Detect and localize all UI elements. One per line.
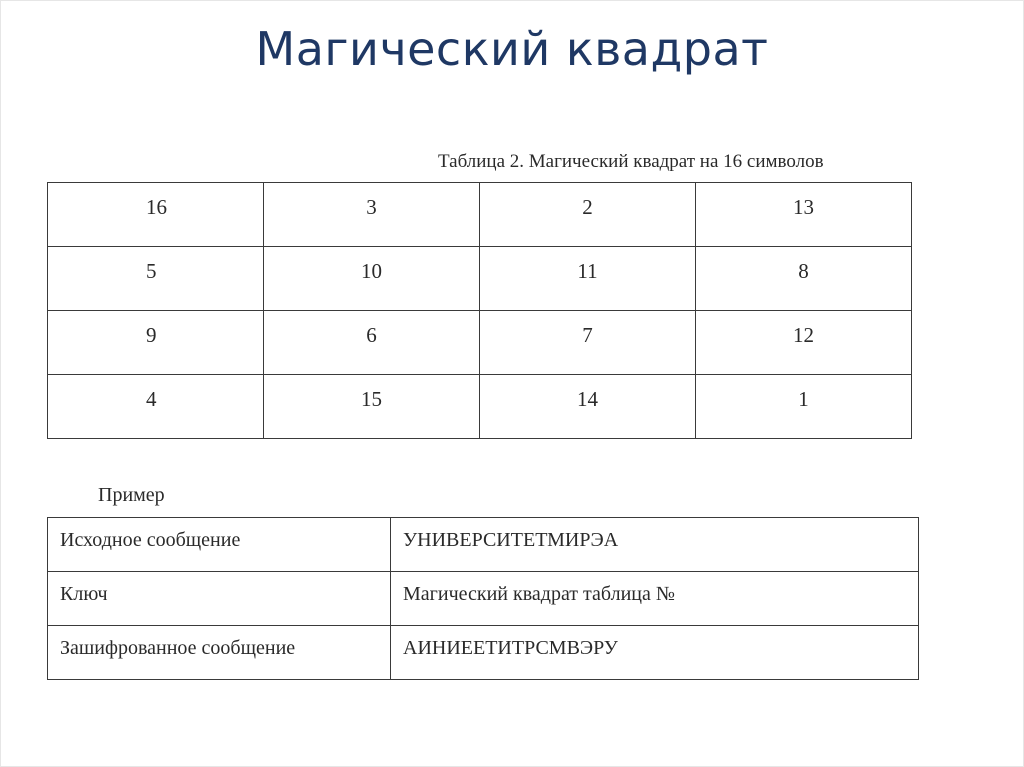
table-row bbox=[48, 518, 919, 572]
table-cell: 6 bbox=[264, 311, 480, 375]
magic-square-table bbox=[47, 182, 912, 439]
encrypted-message-value: АИНИЕЕТИТРСМВЭРУ bbox=[391, 626, 919, 680]
encrypted-message-label: Зашифрованное сообщение bbox=[48, 626, 391, 680]
table-cell: 12 bbox=[696, 311, 912, 375]
table-cell: 13 bbox=[696, 183, 912, 247]
table-cell: 5 bbox=[48, 247, 264, 311]
table-row bbox=[48, 572, 919, 626]
key-value: Магический квадрат таблица № bbox=[391, 572, 919, 626]
source-message-value: УНИВЕРСИТЕТМИРЭА bbox=[391, 518, 919, 572]
slide-title: Магический квадрат bbox=[255, 22, 769, 76]
table-cell: 4 bbox=[48, 375, 264, 439]
table-cell: 10 bbox=[264, 247, 480, 311]
table-row bbox=[48, 626, 919, 680]
table-row bbox=[48, 375, 912, 439]
table-row bbox=[48, 247, 912, 311]
example-table bbox=[47, 517, 919, 680]
table-cell: 2 bbox=[480, 183, 696, 247]
table-cell: 9 bbox=[48, 311, 264, 375]
table-cell: 1 bbox=[696, 375, 912, 439]
table-cell: 16 bbox=[48, 183, 264, 247]
table-caption: Таблица 2. Магический квадрат на 16 символов bbox=[438, 151, 824, 172]
table-cell: 8 bbox=[696, 247, 912, 311]
table-cell: 14 bbox=[480, 375, 696, 439]
table-cell: 3 bbox=[264, 183, 480, 247]
key-label: Ключ bbox=[48, 572, 391, 626]
table-row bbox=[48, 183, 912, 247]
table-row bbox=[48, 311, 912, 375]
table-cell: 11 bbox=[480, 247, 696, 311]
example-label: Пример bbox=[98, 484, 165, 506]
source-message-label: Исходное сообщение bbox=[48, 518, 391, 572]
table-cell: 15 bbox=[264, 375, 480, 439]
table-cell: 7 bbox=[480, 311, 696, 375]
